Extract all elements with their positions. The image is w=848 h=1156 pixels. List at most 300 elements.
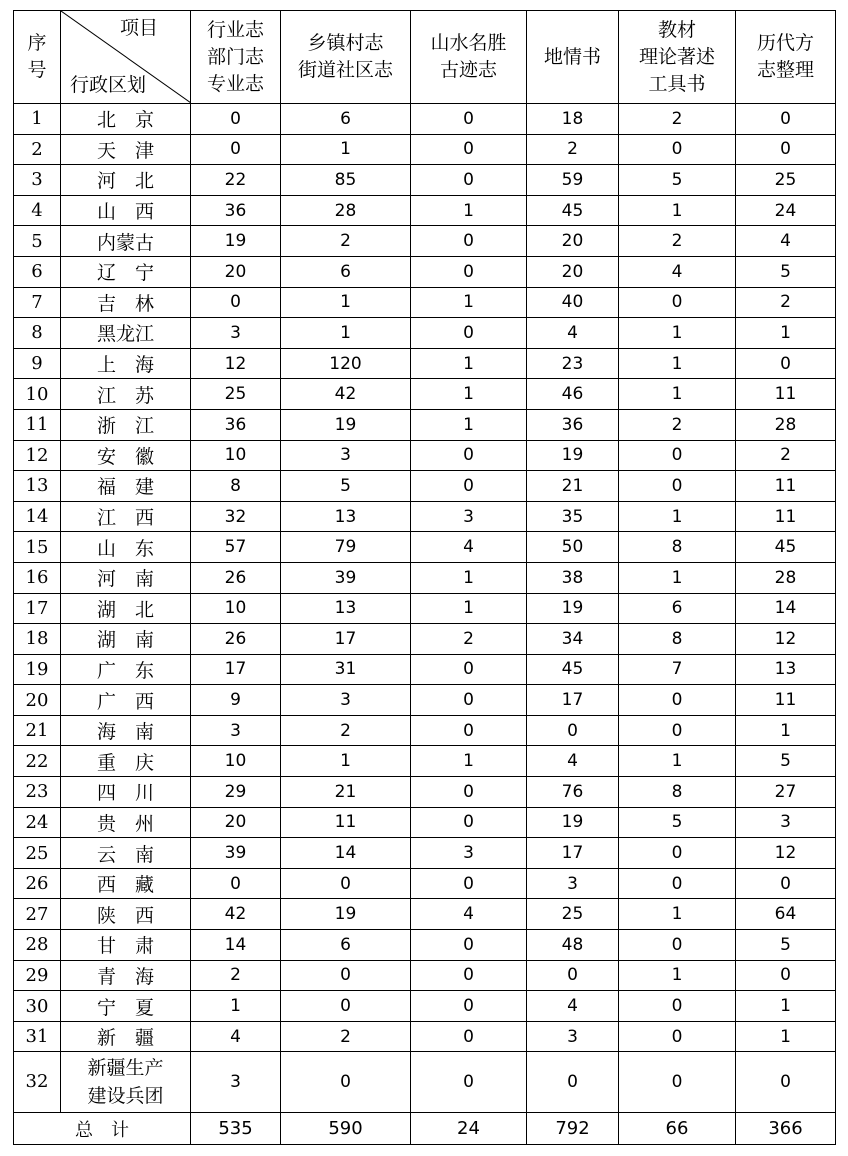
row-value: 3 bbox=[191, 715, 281, 746]
row-value: 0 bbox=[411, 685, 527, 716]
row-value: 25 bbox=[527, 899, 619, 930]
row-value: 7 bbox=[619, 654, 736, 685]
row-value: 14 bbox=[191, 930, 281, 961]
row-value: 1 bbox=[736, 1021, 836, 1052]
row-value: 0 bbox=[191, 287, 281, 318]
row-value: 35 bbox=[527, 501, 619, 532]
row-value: 31 bbox=[281, 654, 411, 685]
row-value: 0 bbox=[619, 471, 736, 502]
row-value: 1 bbox=[619, 960, 736, 991]
row-value: 20 bbox=[191, 807, 281, 838]
header-col-3-line-1: 山水名胜 bbox=[430, 32, 507, 54]
header-col-2 bbox=[281, 11, 411, 104]
row-seq: 5 bbox=[14, 226, 61, 257]
row-value: 19 bbox=[527, 440, 619, 471]
row-value: 11 bbox=[736, 471, 836, 502]
row-value: 4 bbox=[411, 532, 527, 563]
row-value: 6 bbox=[619, 593, 736, 624]
row-value: 1 bbox=[411, 195, 527, 226]
row-value: 120 bbox=[281, 348, 411, 379]
row-region: 吉 林 bbox=[61, 287, 191, 318]
row-value: 38 bbox=[527, 562, 619, 593]
row-region-line: 新疆生产 bbox=[87, 1057, 164, 1080]
row-value: 36 bbox=[191, 409, 281, 440]
row-seq: 8 bbox=[14, 318, 61, 349]
row-seq: 19 bbox=[14, 654, 61, 685]
row-seq: 6 bbox=[14, 256, 61, 287]
row-value: 22 bbox=[191, 165, 281, 196]
row-value: 0 bbox=[619, 1021, 736, 1052]
header-region-label: 行政区划 bbox=[70, 74, 147, 96]
row-value: 76 bbox=[527, 777, 619, 808]
row-seq: 17 bbox=[14, 593, 61, 624]
table-row bbox=[14, 562, 836, 593]
row-value: 18 bbox=[527, 104, 619, 135]
row-region: 福 建 bbox=[61, 471, 191, 502]
row-value: 8 bbox=[619, 624, 736, 655]
row-value: 42 bbox=[281, 379, 411, 410]
row-value: 26 bbox=[191, 624, 281, 655]
row-region: 贵 州 bbox=[61, 807, 191, 838]
row-value: 29 bbox=[191, 777, 281, 808]
row-value: 2 bbox=[619, 104, 736, 135]
row-value: 19 bbox=[527, 593, 619, 624]
header-col-2-line-2: 街道社区志 bbox=[297, 59, 393, 81]
row-value: 28 bbox=[281, 195, 411, 226]
row-value: 21 bbox=[281, 777, 411, 808]
table-row bbox=[14, 868, 836, 899]
row-value: 25 bbox=[191, 379, 281, 410]
row-seq: 15 bbox=[14, 532, 61, 563]
row-value: 36 bbox=[527, 409, 619, 440]
row-value: 36 bbox=[191, 195, 281, 226]
row-region bbox=[61, 1052, 191, 1113]
row-seq: 32 bbox=[14, 1052, 61, 1113]
row-value: 17 bbox=[281, 624, 411, 655]
row-value: 19 bbox=[281, 409, 411, 440]
header-item-label: 项目 bbox=[119, 17, 158, 39]
table-row bbox=[14, 501, 836, 532]
row-value: 0 bbox=[619, 685, 736, 716]
row-region: 河 南 bbox=[61, 562, 191, 593]
row-value: 5 bbox=[736, 930, 836, 961]
row-value: 0 bbox=[619, 440, 736, 471]
table-row bbox=[14, 134, 836, 165]
row-region: 辽 宁 bbox=[61, 256, 191, 287]
row-value: 42 bbox=[191, 899, 281, 930]
row-value: 0 bbox=[411, 318, 527, 349]
row-value: 6 bbox=[281, 256, 411, 287]
row-seq: 4 bbox=[14, 195, 61, 226]
row-value: 0 bbox=[619, 134, 736, 165]
row-region: 江 苏 bbox=[61, 379, 191, 410]
row-value: 2 bbox=[619, 409, 736, 440]
row-value: 0 bbox=[619, 715, 736, 746]
header-row bbox=[14, 11, 836, 104]
row-value: 1 bbox=[619, 899, 736, 930]
table-row bbox=[14, 838, 836, 869]
row-value: 1 bbox=[411, 287, 527, 318]
table-row bbox=[14, 471, 836, 502]
row-value: 0 bbox=[411, 715, 527, 746]
row-value: 2 bbox=[736, 287, 836, 318]
header-col-4 bbox=[527, 11, 619, 104]
row-seq: 16 bbox=[14, 562, 61, 593]
row-seq: 28 bbox=[14, 930, 61, 961]
row-region: 内蒙古 bbox=[61, 226, 191, 257]
row-value: 6 bbox=[281, 930, 411, 961]
row-value: 46 bbox=[527, 379, 619, 410]
row-value: 85 bbox=[281, 165, 411, 196]
row-value: 39 bbox=[191, 838, 281, 869]
row-region: 青 海 bbox=[61, 960, 191, 991]
row-value: 19 bbox=[191, 226, 281, 257]
header-col-6-line-1: 历代方 bbox=[756, 32, 814, 54]
row-value: 1 bbox=[281, 287, 411, 318]
row-region: 黑龙江 bbox=[61, 318, 191, 349]
row-value: 0 bbox=[411, 991, 527, 1022]
row-value: 0 bbox=[281, 868, 411, 899]
table-row bbox=[14, 746, 836, 777]
header-col-5-line-2: 理论著述 bbox=[638, 45, 715, 68]
header-col-3 bbox=[411, 11, 527, 104]
row-region: 甘 肃 bbox=[61, 930, 191, 961]
row-region: 湖 南 bbox=[61, 624, 191, 655]
row-value: 4 bbox=[191, 1021, 281, 1052]
row-seq: 24 bbox=[14, 807, 61, 838]
row-value: 4 bbox=[619, 256, 736, 287]
row-value: 0 bbox=[736, 104, 836, 135]
row-seq: 9 bbox=[14, 348, 61, 379]
header-col-3-line-2: 古迹志 bbox=[439, 59, 497, 81]
header-col-4-line-1: 地情书 bbox=[543, 45, 601, 68]
row-value: 5 bbox=[619, 807, 736, 838]
row-value: 1 bbox=[619, 318, 736, 349]
table-row bbox=[14, 960, 836, 991]
row-value: 11 bbox=[736, 501, 836, 532]
row-region: 广 东 bbox=[61, 654, 191, 685]
row-value: 2 bbox=[527, 134, 619, 165]
row-region: 新 疆 bbox=[61, 1021, 191, 1052]
row-value: 24 bbox=[736, 195, 836, 226]
header-diagonal-cell bbox=[61, 11, 191, 104]
row-value: 0 bbox=[411, 226, 527, 257]
table-row bbox=[14, 624, 836, 655]
row-seq: 11 bbox=[14, 409, 61, 440]
row-value: 1 bbox=[411, 379, 527, 410]
table-row bbox=[14, 899, 836, 930]
row-value: 3 bbox=[527, 868, 619, 899]
row-value: 14 bbox=[736, 593, 836, 624]
row-value: 8 bbox=[619, 777, 736, 808]
row-value: 40 bbox=[527, 287, 619, 318]
row-value: 0 bbox=[411, 807, 527, 838]
row-region: 广 西 bbox=[61, 685, 191, 716]
row-region-line: 建设兵团 bbox=[87, 1085, 164, 1108]
table-row bbox=[14, 318, 836, 349]
row-value: 0 bbox=[411, 1052, 527, 1113]
row-seq: 29 bbox=[14, 960, 61, 991]
row-value: 1 bbox=[411, 562, 527, 593]
row-value: 39 bbox=[281, 562, 411, 593]
table-row bbox=[14, 165, 836, 196]
row-value: 0 bbox=[411, 256, 527, 287]
row-value: 3 bbox=[281, 440, 411, 471]
row-value: 12 bbox=[191, 348, 281, 379]
row-value: 9 bbox=[191, 685, 281, 716]
table-row bbox=[14, 1021, 836, 1052]
row-value: 0 bbox=[619, 838, 736, 869]
table-row bbox=[14, 715, 836, 746]
row-value: 48 bbox=[527, 930, 619, 961]
row-region: 山 东 bbox=[61, 532, 191, 563]
row-value: 0 bbox=[411, 654, 527, 685]
row-value: 19 bbox=[527, 807, 619, 838]
row-value: 0 bbox=[411, 868, 527, 899]
header-col-5-line-3: 工具书 bbox=[648, 72, 706, 95]
row-region: 天 津 bbox=[61, 134, 191, 165]
row-seq: 20 bbox=[14, 685, 61, 716]
row-seq: 22 bbox=[14, 746, 61, 777]
row-value: 1 bbox=[736, 715, 836, 746]
row-value: 13 bbox=[281, 501, 411, 532]
statistics-table-container bbox=[13, 10, 836, 1145]
row-value: 0 bbox=[411, 777, 527, 808]
row-seq: 13 bbox=[14, 471, 61, 502]
row-value: 1 bbox=[281, 318, 411, 349]
row-value: 5 bbox=[281, 471, 411, 502]
row-value: 13 bbox=[736, 654, 836, 685]
row-value: 59 bbox=[527, 165, 619, 196]
table-row bbox=[14, 195, 836, 226]
row-value: 27 bbox=[736, 777, 836, 808]
row-seq: 3 bbox=[14, 165, 61, 196]
row-value: 13 bbox=[281, 593, 411, 624]
row-value: 28 bbox=[736, 562, 836, 593]
table-row bbox=[14, 409, 836, 440]
row-value: 14 bbox=[281, 838, 411, 869]
table-row bbox=[14, 348, 836, 379]
row-value: 0 bbox=[527, 715, 619, 746]
statistics-table bbox=[13, 10, 836, 1145]
row-value: 4 bbox=[527, 318, 619, 349]
row-region: 重 庆 bbox=[61, 746, 191, 777]
row-value: 0 bbox=[411, 134, 527, 165]
row-value: 21 bbox=[527, 471, 619, 502]
row-value: 1 bbox=[411, 348, 527, 379]
row-value: 3 bbox=[411, 501, 527, 532]
row-value: 0 bbox=[411, 1021, 527, 1052]
row-value: 1 bbox=[281, 746, 411, 777]
row-value: 0 bbox=[527, 960, 619, 991]
row-value: 2 bbox=[191, 960, 281, 991]
row-value: 1 bbox=[191, 991, 281, 1022]
row-value: 11 bbox=[736, 685, 836, 716]
row-value: 1 bbox=[411, 593, 527, 624]
row-seq: 30 bbox=[14, 991, 61, 1022]
row-value: 0 bbox=[736, 960, 836, 991]
table-row bbox=[14, 807, 836, 838]
row-region: 海 南 bbox=[61, 715, 191, 746]
row-seq: 25 bbox=[14, 838, 61, 869]
row-value: 57 bbox=[191, 532, 281, 563]
table-row bbox=[14, 991, 836, 1022]
total-value: 535 bbox=[191, 1113, 281, 1145]
header-col-6-line-2: 志整理 bbox=[756, 59, 814, 81]
row-value: 34 bbox=[527, 624, 619, 655]
header-col-6 bbox=[736, 11, 836, 104]
row-value: 17 bbox=[527, 838, 619, 869]
row-region: 北 京 bbox=[61, 104, 191, 135]
table-row bbox=[14, 226, 836, 257]
header-col-1-line-1: 行业志 bbox=[206, 18, 264, 41]
row-value: 4 bbox=[736, 226, 836, 257]
row-value: 2 bbox=[281, 1021, 411, 1052]
row-value: 45 bbox=[527, 654, 619, 685]
row-value: 3 bbox=[411, 838, 527, 869]
row-value: 12 bbox=[736, 838, 836, 869]
header-seq bbox=[14, 11, 61, 104]
row-value: 26 bbox=[191, 562, 281, 593]
row-region: 江 西 bbox=[61, 501, 191, 532]
row-value: 2 bbox=[411, 624, 527, 655]
header-col-1 bbox=[191, 11, 281, 104]
row-seq: 23 bbox=[14, 777, 61, 808]
row-value: 1 bbox=[281, 134, 411, 165]
total-value: 792 bbox=[527, 1113, 619, 1145]
row-value: 20 bbox=[527, 256, 619, 287]
row-value: 0 bbox=[619, 930, 736, 961]
table-row bbox=[14, 379, 836, 410]
row-value: 0 bbox=[736, 134, 836, 165]
row-region: 浙 江 bbox=[61, 409, 191, 440]
row-value: 3 bbox=[191, 318, 281, 349]
row-value: 45 bbox=[736, 532, 836, 563]
row-value: 3 bbox=[527, 1021, 619, 1052]
row-value: 50 bbox=[527, 532, 619, 563]
row-value: 0 bbox=[619, 287, 736, 318]
row-value: 0 bbox=[191, 104, 281, 135]
row-value: 11 bbox=[736, 379, 836, 410]
row-value: 0 bbox=[411, 930, 527, 961]
total-row bbox=[14, 1113, 836, 1145]
total-label: 总 计 bbox=[14, 1113, 191, 1145]
row-value: 0 bbox=[736, 348, 836, 379]
row-value: 1 bbox=[411, 746, 527, 777]
table-row bbox=[14, 256, 836, 287]
row-value: 2 bbox=[619, 226, 736, 257]
row-seq: 27 bbox=[14, 899, 61, 930]
row-region: 四 川 bbox=[61, 777, 191, 808]
total-value: 366 bbox=[736, 1113, 836, 1145]
row-value: 32 bbox=[191, 501, 281, 532]
row-region: 湖 北 bbox=[61, 593, 191, 624]
table-body bbox=[14, 104, 836, 1113]
row-value: 1 bbox=[619, 195, 736, 226]
header-col-2-line-1: 乡镇村志 bbox=[307, 32, 384, 54]
total-value: 66 bbox=[619, 1113, 736, 1145]
table-row bbox=[14, 287, 836, 318]
row-value: 0 bbox=[411, 104, 527, 135]
total-value: 24 bbox=[411, 1113, 527, 1145]
row-value: 0 bbox=[411, 165, 527, 196]
row-region: 河 北 bbox=[61, 165, 191, 196]
header-seq-line-2: 号 bbox=[27, 59, 47, 81]
row-value: 28 bbox=[736, 409, 836, 440]
row-value: 3 bbox=[736, 807, 836, 838]
row-seq: 10 bbox=[14, 379, 61, 410]
row-seq: 12 bbox=[14, 440, 61, 471]
row-value: 0 bbox=[191, 868, 281, 899]
row-value: 5 bbox=[619, 165, 736, 196]
row-region: 安 徽 bbox=[61, 440, 191, 471]
row-value: 1 bbox=[619, 746, 736, 777]
header-col-1-line-3: 专业志 bbox=[206, 72, 264, 95]
row-value: 17 bbox=[191, 654, 281, 685]
row-value: 64 bbox=[736, 899, 836, 930]
row-value: 5 bbox=[736, 256, 836, 287]
row-value: 3 bbox=[191, 1052, 281, 1113]
row-value: 4 bbox=[527, 746, 619, 777]
row-value: 19 bbox=[281, 899, 411, 930]
row-value: 0 bbox=[411, 440, 527, 471]
row-seq: 31 bbox=[14, 1021, 61, 1052]
row-value: 1 bbox=[736, 318, 836, 349]
table-row bbox=[14, 777, 836, 808]
row-seq: 7 bbox=[14, 287, 61, 318]
row-region: 山 西 bbox=[61, 195, 191, 226]
table-row bbox=[14, 1052, 836, 1113]
row-seq: 14 bbox=[14, 501, 61, 532]
row-value: 25 bbox=[736, 165, 836, 196]
row-value: 2 bbox=[736, 440, 836, 471]
header-seq-line-1: 序 bbox=[27, 32, 47, 54]
total-value: 590 bbox=[281, 1113, 411, 1145]
row-value: 1 bbox=[411, 409, 527, 440]
table-row bbox=[14, 532, 836, 563]
table-row bbox=[14, 685, 836, 716]
row-value: 6 bbox=[281, 104, 411, 135]
table-row bbox=[14, 930, 836, 961]
row-value: 0 bbox=[411, 960, 527, 991]
table-row bbox=[14, 104, 836, 135]
row-value: 8 bbox=[191, 471, 281, 502]
table-row bbox=[14, 654, 836, 685]
row-value: 0 bbox=[619, 868, 736, 899]
row-value: 4 bbox=[411, 899, 527, 930]
row-value: 79 bbox=[281, 532, 411, 563]
row-value: 1 bbox=[619, 348, 736, 379]
row-value: 0 bbox=[411, 471, 527, 502]
row-value: 10 bbox=[191, 440, 281, 471]
table-row bbox=[14, 440, 836, 471]
row-value: 20 bbox=[527, 226, 619, 257]
row-value: 5 bbox=[736, 746, 836, 777]
row-value: 0 bbox=[191, 134, 281, 165]
row-value: 1 bbox=[619, 501, 736, 532]
row-region: 陕 西 bbox=[61, 899, 191, 930]
row-value: 17 bbox=[527, 685, 619, 716]
row-seq: 2 bbox=[14, 134, 61, 165]
row-value: 12 bbox=[736, 624, 836, 655]
row-seq: 26 bbox=[14, 868, 61, 899]
row-value: 0 bbox=[281, 991, 411, 1022]
row-value: 0 bbox=[281, 1052, 411, 1113]
row-value: 1 bbox=[736, 991, 836, 1022]
row-value: 0 bbox=[736, 1052, 836, 1113]
row-seq: 1 bbox=[14, 104, 61, 135]
row-value: 4 bbox=[527, 991, 619, 1022]
